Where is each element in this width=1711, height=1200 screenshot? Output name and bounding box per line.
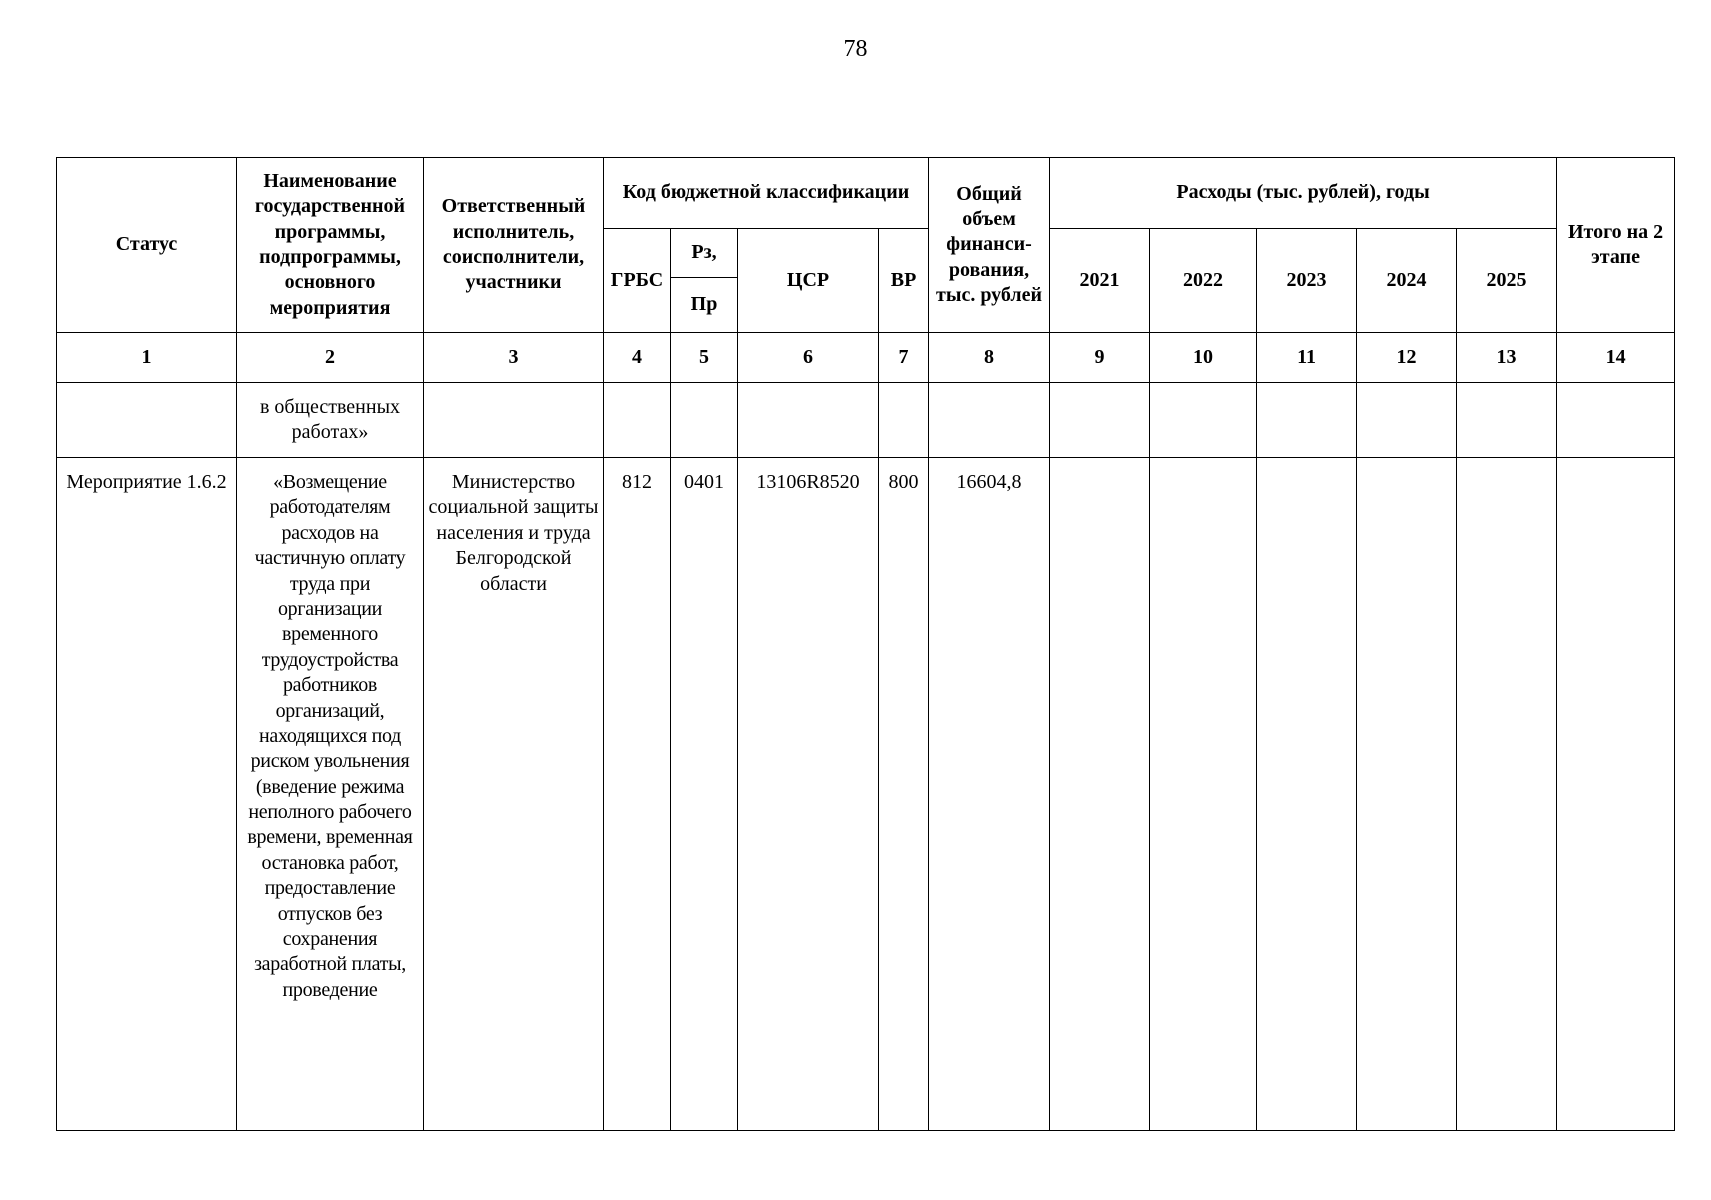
column-number: 10 [1150, 333, 1257, 383]
cell-executor [424, 383, 604, 458]
header-year-2022: 2022 [1150, 229, 1257, 333]
header-status: Статус [57, 158, 237, 333]
cell-year-2025 [1457, 458, 1557, 1131]
cell-year-2022 [1150, 458, 1257, 1131]
cell-csr [738, 383, 879, 458]
header-expenses: Расходы (тыс. рублей), годы [1050, 158, 1557, 229]
header-program-name: Наименование государственной программы, подпрограммы, основного мероприятия [237, 158, 424, 333]
column-number: 3 [424, 333, 604, 383]
cell-grbs [604, 383, 671, 458]
column-numbers-row [57, 333, 1675, 383]
header-total-volume: Общий объем финанси-рования, тыс. рублей [929, 158, 1050, 333]
cell-year-2021 [1050, 458, 1150, 1131]
cell-executor: Министерство социальной защиты населения и труда Белгородской области [424, 458, 604, 1131]
column-number: 6 [738, 333, 879, 383]
header-year-2024: 2024 [1357, 229, 1457, 333]
header-vr: ВР [879, 229, 929, 333]
cell-stage-total [1557, 383, 1675, 458]
column-number: 14 [1557, 333, 1675, 383]
cell-rzpr [671, 383, 738, 458]
budget-table [56, 157, 1675, 1131]
cell-total: 16604,8 [929, 458, 1050, 1131]
header-csr: ЦСР [738, 229, 879, 333]
cell-program-name: «Возмещение работодателям расходов на частичную оплату труда при организации временного трудоустройства работников организаций, находящихся под риском увольнения (введение режима неполного рабочего времени, временная остановка работ, предоставление отпусков без сохранения заработной платы, проведение [237, 458, 424, 1131]
cell-rzpr: 0401 [671, 458, 738, 1131]
cell-year-2023 [1257, 383, 1357, 458]
column-number: 5 [671, 333, 738, 383]
cell-vr [879, 383, 929, 458]
column-number: 9 [1050, 333, 1150, 383]
cell-total [929, 383, 1050, 458]
cell-csr: 13106R8520 [738, 458, 879, 1131]
cell-vr: 800 [879, 458, 929, 1131]
cell-program-name: в общественных работах» [237, 383, 424, 458]
table-row [57, 458, 1675, 1131]
header-year-2025: 2025 [1457, 229, 1557, 333]
header-executor: Ответственный исполнитель, соисполнители, участники [424, 158, 604, 333]
header-year-2023: 2023 [1257, 229, 1357, 333]
cell-stage-total [1557, 458, 1675, 1131]
cell-year-2024 [1357, 458, 1457, 1131]
header-rz: Рз, [671, 229, 738, 278]
column-number: 4 [604, 333, 671, 383]
column-number: 1 [57, 333, 237, 383]
header-budget-code: Код бюджетной классификации [604, 158, 929, 229]
cell-year-2023 [1257, 458, 1357, 1131]
header-row [57, 158, 1675, 229]
page-number: 78 [843, 36, 868, 62]
column-number: 7 [879, 333, 929, 383]
column-number: 13 [1457, 333, 1557, 383]
cell-status: Мероприятие 1.6.2 [57, 458, 237, 1131]
header-grbs: ГРБС [604, 229, 671, 333]
header-year-2021: 2021 [1050, 229, 1150, 333]
cell-year-2024 [1357, 383, 1457, 458]
column-number: 2 [237, 333, 424, 383]
cell-grbs: 812 [604, 458, 671, 1131]
table-row [57, 383, 1675, 458]
header-stage-total: Итого на 2 этапе [1557, 158, 1675, 333]
column-number: 12 [1357, 333, 1457, 383]
cell-year-2021 [1050, 383, 1150, 458]
cell-status [57, 383, 237, 458]
cell-year-2025 [1457, 383, 1557, 458]
column-number: 11 [1257, 333, 1357, 383]
header-pr: Пр [671, 278, 738, 333]
column-number: 8 [929, 333, 1050, 383]
cell-year-2022 [1150, 383, 1257, 458]
